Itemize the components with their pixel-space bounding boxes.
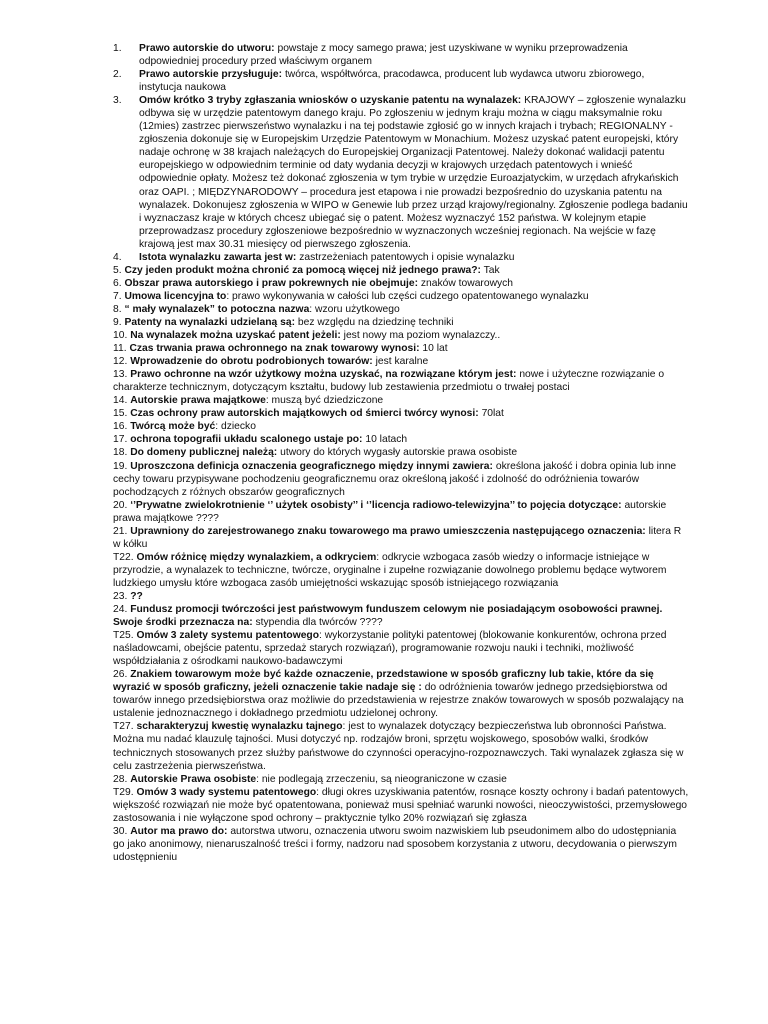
item-question: Prawo ochronne na wzór użytkowy można uzyskać, na rozwiązane którym jest: xyxy=(130,369,517,381)
item-answer: : wykorzystanie polityki patentowej (blokowanie konkurentów, ochrona przed naśladowcami, obejście patentu, sprzedaż starych rozwiązań), programowanie rozwoju nauki i techniki, możliwość współdziałania z ośrodkami naukowo-badawczymi xyxy=(113,630,667,668)
question-item xyxy=(113,355,690,368)
item-number: 2. xyxy=(113,69,122,81)
item-question: Istota wynalazku zawarta jest w: xyxy=(139,251,297,263)
question-item xyxy=(113,264,690,277)
question-item xyxy=(113,446,690,459)
item-answer: : odkrycie wzbogaca zasób wiedzy o informacje istniejące w przyrodzie, a wynalazek to techniczne, twórcze, oryginalne i zupełne rozwiązanie dowolnego problemu będące wytworem ludzkiego umysłu które wzbogaca zasób umiejętności wskazując sposób istniejącego rozwiązania xyxy=(113,551,667,589)
item-question: Czas ochrony praw autorskich majątkowych od śmierci twórcy wynosi: xyxy=(130,408,479,420)
item-answer: twórca, współtwórca, pracodawca, producent lub wydawca utworu zbiorowego, instytucja naukowa xyxy=(139,69,645,94)
item-answer: określona jakość i dobra opinia lub inne cechy towaru przypisywane pochodzeniu geograficznemu oraz określoną jakość i zdolność do odróżnienia towarów pochodzących z różnych obszarów geograficznych xyxy=(113,460,677,498)
item-question: ochrona topografii układu scalonego ustaje po: xyxy=(130,434,363,446)
question-item xyxy=(113,420,690,433)
item-number: 15. xyxy=(113,408,128,420)
question-item xyxy=(113,394,690,407)
item-answer: 70lat xyxy=(481,408,504,420)
item-question: Umowa licencyjna to xyxy=(124,290,227,302)
item-question: Autor ma prawo do: xyxy=(130,825,228,837)
question-item xyxy=(113,590,690,603)
question-item xyxy=(113,342,690,355)
item-question: ?? xyxy=(130,590,143,602)
item-answer: : jest to wynalazek dotyczący bezpieczeństwa lub obronności Państwa. Można mu nadać klauzulę tajności. Musi dotyczyć np. rodzajów broni, sprzętu wojskowego, sposobów walki, środków technicznych stosowanych przez służby państwowe do czynności operacyjno-rozpoznawczych. Taki wynalazek zgłasza się w celu zastrzeżenia pierwszeństwa. xyxy=(113,721,684,772)
item-answer: autorskie prawa majątkowe ???? xyxy=(113,499,667,524)
item-number: 6. xyxy=(113,277,122,289)
item-question: Uprawniony do zarejestrowanego znaku towarowego ma prawo umieszczenia następującego oznaczenia: xyxy=(130,525,646,537)
question-item xyxy=(113,303,690,316)
question-item xyxy=(113,668,690,720)
item-question: Wprowadzenie do obrotu podrobionych towarów: xyxy=(130,356,373,368)
item-answer: stypendia dla twórców ???? xyxy=(255,617,383,629)
item-question: Do domeny publicznej należą: xyxy=(130,447,278,459)
item-number: 1. xyxy=(113,43,122,54)
question-item xyxy=(113,251,690,264)
item-number: 18. xyxy=(113,447,128,459)
item-answer: litera R w kółku xyxy=(113,525,682,550)
item-question: Omów 3 zalety systemu patentowego xyxy=(136,630,320,642)
item-question: Znakiem towarowym może być każde oznaczenie, przedstawione w sposób graficzny lub takie, które da się wyrazić w sposób graficzny, jeżeli oznaczenie takie nadaje się : xyxy=(113,669,654,694)
question-item xyxy=(113,499,690,525)
question-item xyxy=(113,329,690,342)
item-number: 21. xyxy=(113,525,128,537)
item-question: Fundusz promocji twórczości jest państwowym funduszem celowym nie posiadającym osobowości prawnej. Swoje środki przeznacza na: xyxy=(113,604,663,629)
question-item xyxy=(113,460,690,499)
question-item xyxy=(113,94,690,251)
item-answer: autorstwa utworu, oznaczenia utworu swoim nazwiskiem lub pseudonimem albo do udostępniania go jako anonimowy, nienaruszalność treści i formy, nadzoru nad sposobem korzystania z utworu, decydowania o pierwszym udostępnieniu xyxy=(113,825,677,863)
item-answer: : muszą być dziedziczone xyxy=(265,395,384,407)
item-answer: zastrzeżeniach patentowych i opisie wynalazku xyxy=(299,251,515,263)
item-number: 16. xyxy=(113,421,128,433)
item-answer: 10 latach xyxy=(365,434,408,446)
item-question: Autorskie prawa majątkowe xyxy=(130,395,266,407)
question-item xyxy=(113,68,690,94)
item-number: 23. xyxy=(113,590,128,602)
item-answer: : wzoru użytkowego xyxy=(309,303,400,315)
item-question: Uproszczona definicja oznaczenia geograficznego między innymi zawiera: xyxy=(130,460,493,472)
item-answer: utwory do których wygasły autorskie prawa osobiste xyxy=(280,447,518,459)
item-number: 13. xyxy=(113,369,128,381)
question-item xyxy=(113,720,690,772)
question-item xyxy=(113,825,690,864)
item-number: 30. xyxy=(113,825,128,837)
item-question: Prawo autorskie do utworu: xyxy=(139,43,275,54)
item-answer: nowe i użyteczne rozwiązanie o charakterze technicznym, dotyczącym kształtu, budowy lub zestawienia przedmiotu o trwałej postaci xyxy=(113,369,665,394)
item-number: 9. xyxy=(113,316,122,328)
question-item xyxy=(113,525,690,551)
question-item xyxy=(113,407,690,420)
item-question: Czy jeden produkt można chronić za pomocą więcej niż jednego prawa?: xyxy=(124,264,481,276)
item-number: 10. xyxy=(113,330,128,342)
item-question: Autorskie Prawa osobiste xyxy=(130,773,257,785)
item-number: T29. xyxy=(113,786,134,798)
question-item xyxy=(113,368,690,394)
question-item xyxy=(113,290,690,303)
item-question: scharakteryzuj kwestię wynalazku tajnego xyxy=(136,721,343,733)
item-answer: znaków towarowych xyxy=(420,277,514,289)
item-answer: jest karalne xyxy=(375,356,429,368)
item-answer: do odróżnienia towarów jednego przedsiębiorstwa od towarów innego przedsiębiorstwa oraz możliwie do przedstawienia w rejestrze znaków towarowych w sposób pozwalający na ustalenie jednoznacznego i dokładnego przedmiotu udzielonej ochrony. xyxy=(113,682,684,720)
item-number: 8. xyxy=(113,303,122,315)
question-item xyxy=(113,277,690,290)
item-answer: bez względu na dziedzinę techniki xyxy=(297,316,454,328)
item-number: 5. xyxy=(113,264,122,276)
question-item xyxy=(113,316,690,329)
item-answer: 10 lat xyxy=(422,343,448,355)
question-item xyxy=(113,42,690,68)
item-answer: Tak xyxy=(483,264,500,276)
item-number: 20. xyxy=(113,499,128,511)
question-item xyxy=(113,603,690,629)
item-answer: : prawo wykonywania w całości lub części cudzego opatentowanego wynalazku xyxy=(226,290,589,302)
item-number: 19. xyxy=(113,460,128,472)
item-number: 7. xyxy=(113,290,122,302)
item-answer: : długi okres uzyskiwania patentów, rosnące koszty ochrony i badań patentowych, większość rozwiązań nie może być opatentowana, ponieważ musi spełniać warunki nowości, nieoczywistości, przemysłowego zastosowania i nie wyłączone spod ochrony – praktycznie tylko 20% rozwiązań się zgłasza xyxy=(113,786,689,824)
item-number: 17. xyxy=(113,434,128,446)
item-answer: : nie podlegają zrzeczeniu, są nieograniczone w czasie xyxy=(256,773,507,785)
item-number: 28. xyxy=(113,773,128,785)
question-item xyxy=(113,773,690,786)
item-number: T27. xyxy=(113,721,134,733)
item-question: Patenty na wynalazki udzielaną są: xyxy=(124,316,296,328)
item-question: Czas trwania prawa ochronnego na znak towarowy wynosi: xyxy=(129,343,420,355)
question-item xyxy=(113,786,690,825)
item-question: Prawo autorskie przysługuje: xyxy=(139,69,283,81)
question-item xyxy=(113,629,690,668)
item-question: Twórcą może być xyxy=(130,421,216,433)
item-number: T25. xyxy=(113,630,134,642)
item-number: 11. xyxy=(113,343,127,355)
item-question: Na wynalazek można uzyskać patent jeżeli: xyxy=(130,330,341,342)
item-answer: KRAJOWY – zgłoszenie wynalazku odbywa się w urzędzie patentowym danego kraju. Po zgłoszeniu w jednym kraju można w ciągu maksymalnie roku (12mies) zastrzec pierwszeństwo wynalazku i na tej podstawie zgłosić go w innych krajach i trybach; REGIONALNY - zgłoszenia dokonuje się w Europejskim Urzędzie Patentowym w Monachium. Możesz uzyskać patent europejski, który nadaje ochronę w 38 krajach należących do Europejskiej Organizacji Patentowej. Należy dokonać walidacji patentu europejskiego w odpowiednim terminie od daty wydania decyzji w krajowych urzędach patentowych i wnieść odpowiednie opłaty. Możesz też dokonać zgłoszenia w tym trybie w urzędzie Euroazjatyckim, w urzędach afrykańskich oraz OAPI. ; MIĘDZYNARODOWY – procedura jest etapowa i nie prowadzi bezpośrednio do uzyskania patentu na wynalazek. Dokonujesz zgłoszenia w WIPO w Genewie lub przez urząd krajowy/regionalny. Zgłoszenie podlega badaniu i wyznaczasz kraje w których chcesz ubiegać się o patent. Możesz wyznaczyć 152 państwa. W kolejnym etapie przeprowadzasz procedury zgłoszeniowe bezpośrednio w wyznaczonych wcześniej regionach. Na wejście w fazę krajową jest max 30.31 miesięcy od pierwszego zgłoszenia. xyxy=(139,95,688,250)
item-question: “ mały wynalazek” to potoczna nazwa xyxy=(124,303,310,315)
question-item xyxy=(113,433,690,446)
item-number: 24. xyxy=(113,604,128,616)
question-item xyxy=(113,551,690,590)
item-number: 12. xyxy=(113,356,128,368)
item-number: 3. xyxy=(113,95,122,107)
item-number: T22. xyxy=(113,551,134,563)
item-question: ‘’Prywatne zwielokrotnienie ‘’ użytek osobisty’’ i ‘’licencja radiowo-telewizyjna’’ to pojęcia dotyczące: xyxy=(130,499,622,511)
item-question: Omów krótko 3 tryby zgłaszania wniosków o uzyskanie patentu na wynalazek: xyxy=(139,95,522,107)
item-question: Omów 3 wady systemu patentowego xyxy=(136,786,317,798)
item-number: 26. xyxy=(113,669,128,681)
item-answer: : dziecko xyxy=(215,421,256,433)
item-question: Obszar prawa autorskiego i praw pokrewnych nie obejmuje: xyxy=(124,277,419,289)
item-number: 4. xyxy=(113,251,122,263)
item-answer: powstaje z mocy samego prawa; jest uzyskiwane w wyniku przeprowadzenia odpowiedniej procedury przed właściwym organem xyxy=(139,43,628,68)
item-question: Omów różnicę między wynalazkiem, a odkryciem xyxy=(136,551,377,563)
item-answer: jest nowy ma poziom wynalazczy.. xyxy=(343,330,501,342)
item-number: 14. xyxy=(113,395,128,407)
